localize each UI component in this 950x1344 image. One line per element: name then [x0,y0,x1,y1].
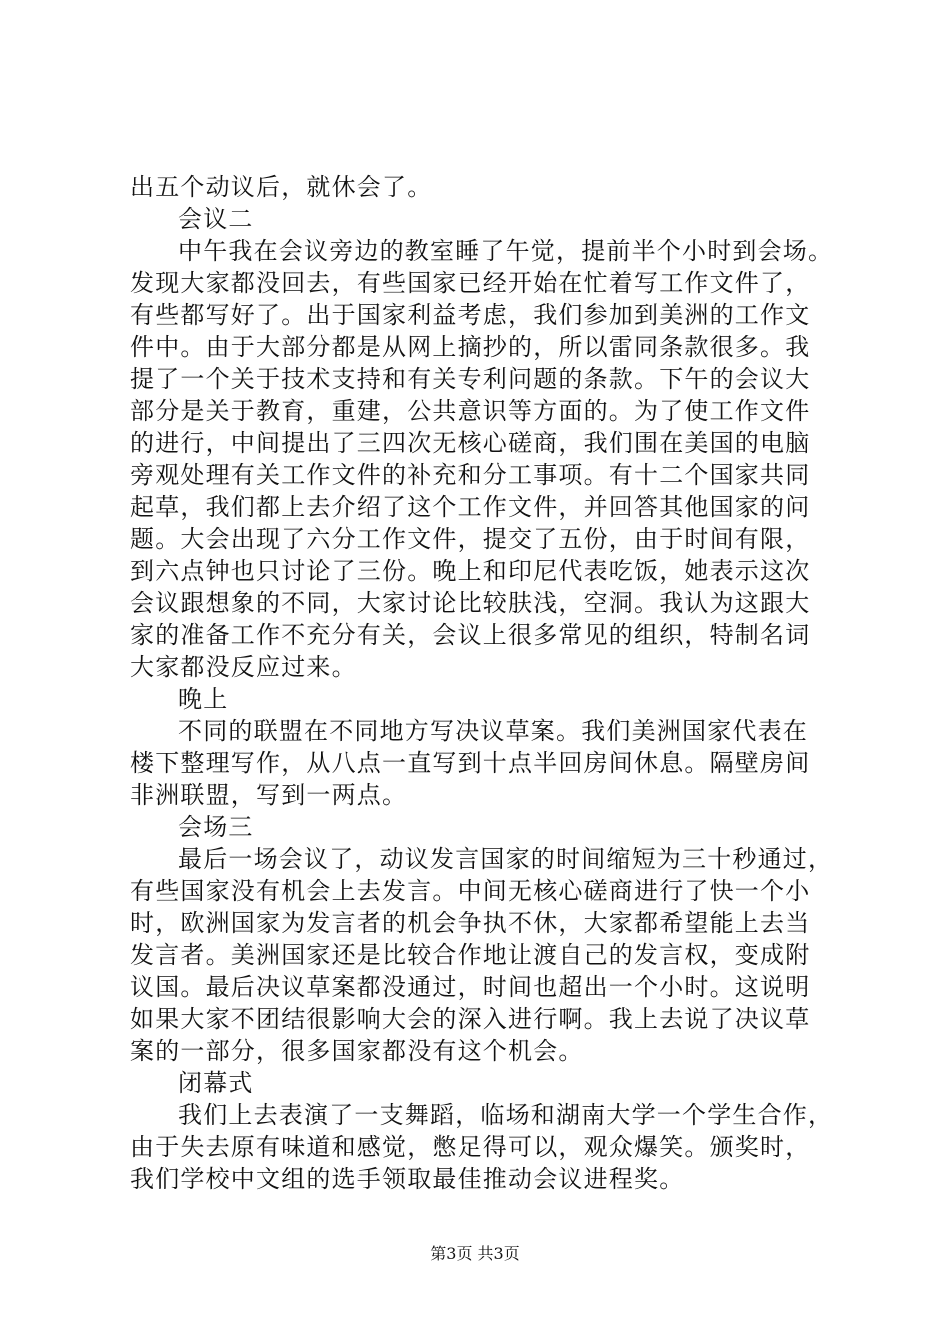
text-line: 晚上 [178,685,229,713]
text-line: 中午我在会议旁边的教室睡了午觉，提前半个小时到会场。 [178,237,834,265]
text-line: 有些都写好了。出于国家利益考虑，我们参加到美洲的工作文 [130,301,811,329]
text-line: 题。大会出现了六分工作文件，提交了五份，由于时间有限， [130,525,811,553]
text-line: 非洲联盟，写到一两点。 [130,781,408,809]
text-line: 件中。由于大部分都是从网上摘抄的，所以雷同条款很多。我 [130,333,811,361]
text-line: 起草，我们都上去介绍了这个工作文件，并回答其他国家的问 [130,493,811,521]
text-line: 会议二 [178,205,254,233]
text-line: 家的准备工作不充分有关，会议上很多常见的组织，特制名词 [130,621,811,649]
text-line: 会场三 [178,813,254,841]
document-body [130,171,840,1195]
text-line: 大家都没反应过来。 [130,653,357,681]
text-line: 的进行，中间提出了三四次无核心磋商，我们围在美国的电脑 [130,429,811,457]
text-line: 会议跟想象的不同，大家讨论比较肤浅，空洞。我认为这跟大 [130,589,811,617]
text-line: 我们学校中文组的选手领取最佳推动会议进程奖。 [130,1165,685,1193]
text-line: 由于失去原有味道和感觉，憋足得可以，观众爆笑。颁奖时， [130,1133,811,1161]
text-line: 旁观处理有关工作文件的补充和分工事项。有十二个国家共同 [130,461,811,489]
text-line: 时，欧洲国家为发言者的机会争执不休，大家都希望能上去当 [130,909,811,937]
text-line: 案的一部分，很多国家都没有这个机会。 [130,1037,584,1065]
text-line: 部分是关于教育，重建，公共意识等方面的。为了使工作文件 [130,397,811,425]
text-line: 议国。最后决议草案都没通过，时间也超出一个小时。这说明 [130,973,811,1001]
text-line: 发现大家都没回去，有些国家已经开始在忙着写工作文件了， [130,269,811,297]
text-line: 到六点钟也只讨论了三份。晚上和印尼代表吃饭，她表示这次 [130,557,811,585]
text-line: 发言者。美洲国家还是比较合作地让渡自己的发言权，变成附 [130,941,811,969]
text-line: 不同的联盟在不同地方写决议草案。我们美洲国家代表在 [178,717,808,745]
text-line: 提了一个关于技术支持和有关专利问题的条款。下午的会议大 [130,365,811,393]
text-line: 最后一场会议了，动议发言国家的时间缩短为三十秒通过， [178,845,834,873]
page-footer: 第3页 共3页 [430,1244,520,1263]
text-line: 出五个动议后，就休会了。 [130,173,433,201]
text-line: 楼下整理写作，从八点一直写到十点半回房间休息。隔壁房间 [130,749,811,777]
text-line: 闭幕式 [178,1069,254,1097]
text-line: 我们上去表演了一支舞蹈，临场和湖南大学一个学生合作， [178,1101,834,1129]
text-line: 有些国家没有机会上去发言。中间无核心磋商进行了快一个小 [130,877,811,905]
text-line: 如果大家不团结很影响大会的深入进行啊。我上去说了决议草 [130,1005,811,1033]
